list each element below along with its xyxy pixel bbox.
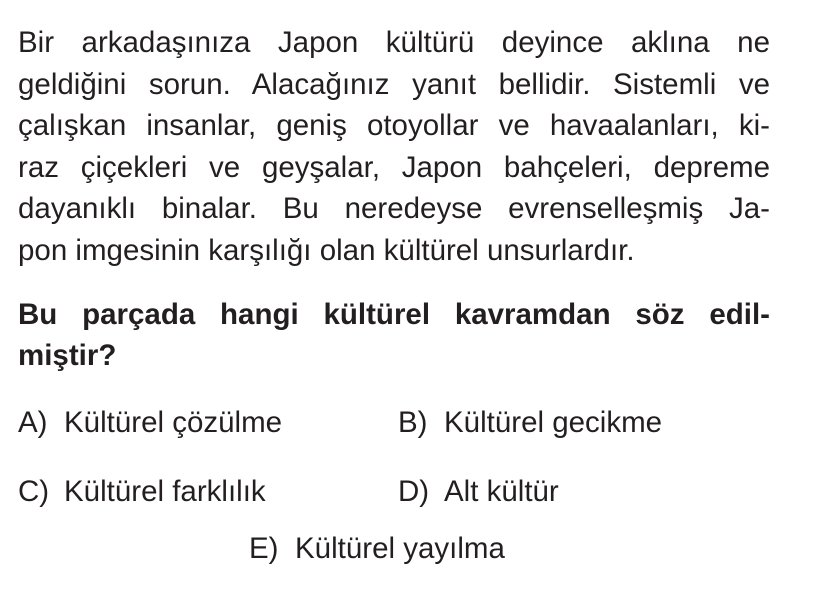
option-d[interactable] bbox=[398, 474, 559, 510]
passage-line: geldiğini sorun. Alacağınız yanıt bellidir. Sistemli ve bbox=[18, 67, 770, 101]
passage-line: Bir arkadaşınıza Japon kültürü deyince aklına ne bbox=[18, 26, 770, 59]
option-b-letter: B) bbox=[398, 406, 428, 439]
question-line: Bu parçada hangi kültürel kavramdan söz edil- bbox=[18, 298, 770, 331]
passage-line: dayanıklı binalar. Bu neredeyse evrenselleşmiş Ja- bbox=[18, 192, 770, 226]
option-b-text: Kültürel gecikme bbox=[444, 406, 663, 439]
question-line: miştir? bbox=[18, 339, 117, 372]
question-stem bbox=[18, 294, 770, 376]
passage-line: raz çiçekleri ve geyşalar, Japon bahçeleri, depreme bbox=[18, 150, 770, 184]
option-e-letter: E) bbox=[249, 532, 279, 565]
option-a[interactable] bbox=[18, 405, 282, 441]
option-a-letter: A) bbox=[18, 406, 48, 439]
passage-line: pon imgesinin karşılığı olan kültürel unsurlardır. bbox=[18, 233, 635, 267]
option-c-letter: C) bbox=[18, 475, 50, 508]
option-d-text: Alt kültür bbox=[444, 475, 559, 508]
option-e-text: Kültürel yayılma bbox=[295, 532, 505, 565]
option-a-text: Kültürel çözülme bbox=[64, 406, 283, 439]
option-c-text: Kültürel farklılık bbox=[64, 475, 266, 508]
option-b[interactable] bbox=[398, 405, 662, 441]
passage-text bbox=[18, 22, 770, 272]
option-c[interactable] bbox=[18, 474, 266, 510]
option-e[interactable] bbox=[249, 531, 505, 567]
passage-line: çalışkan insanlar, geniş otoyollar ve havaalanları, ki- bbox=[18, 109, 770, 143]
option-d-letter: D) bbox=[398, 475, 430, 508]
